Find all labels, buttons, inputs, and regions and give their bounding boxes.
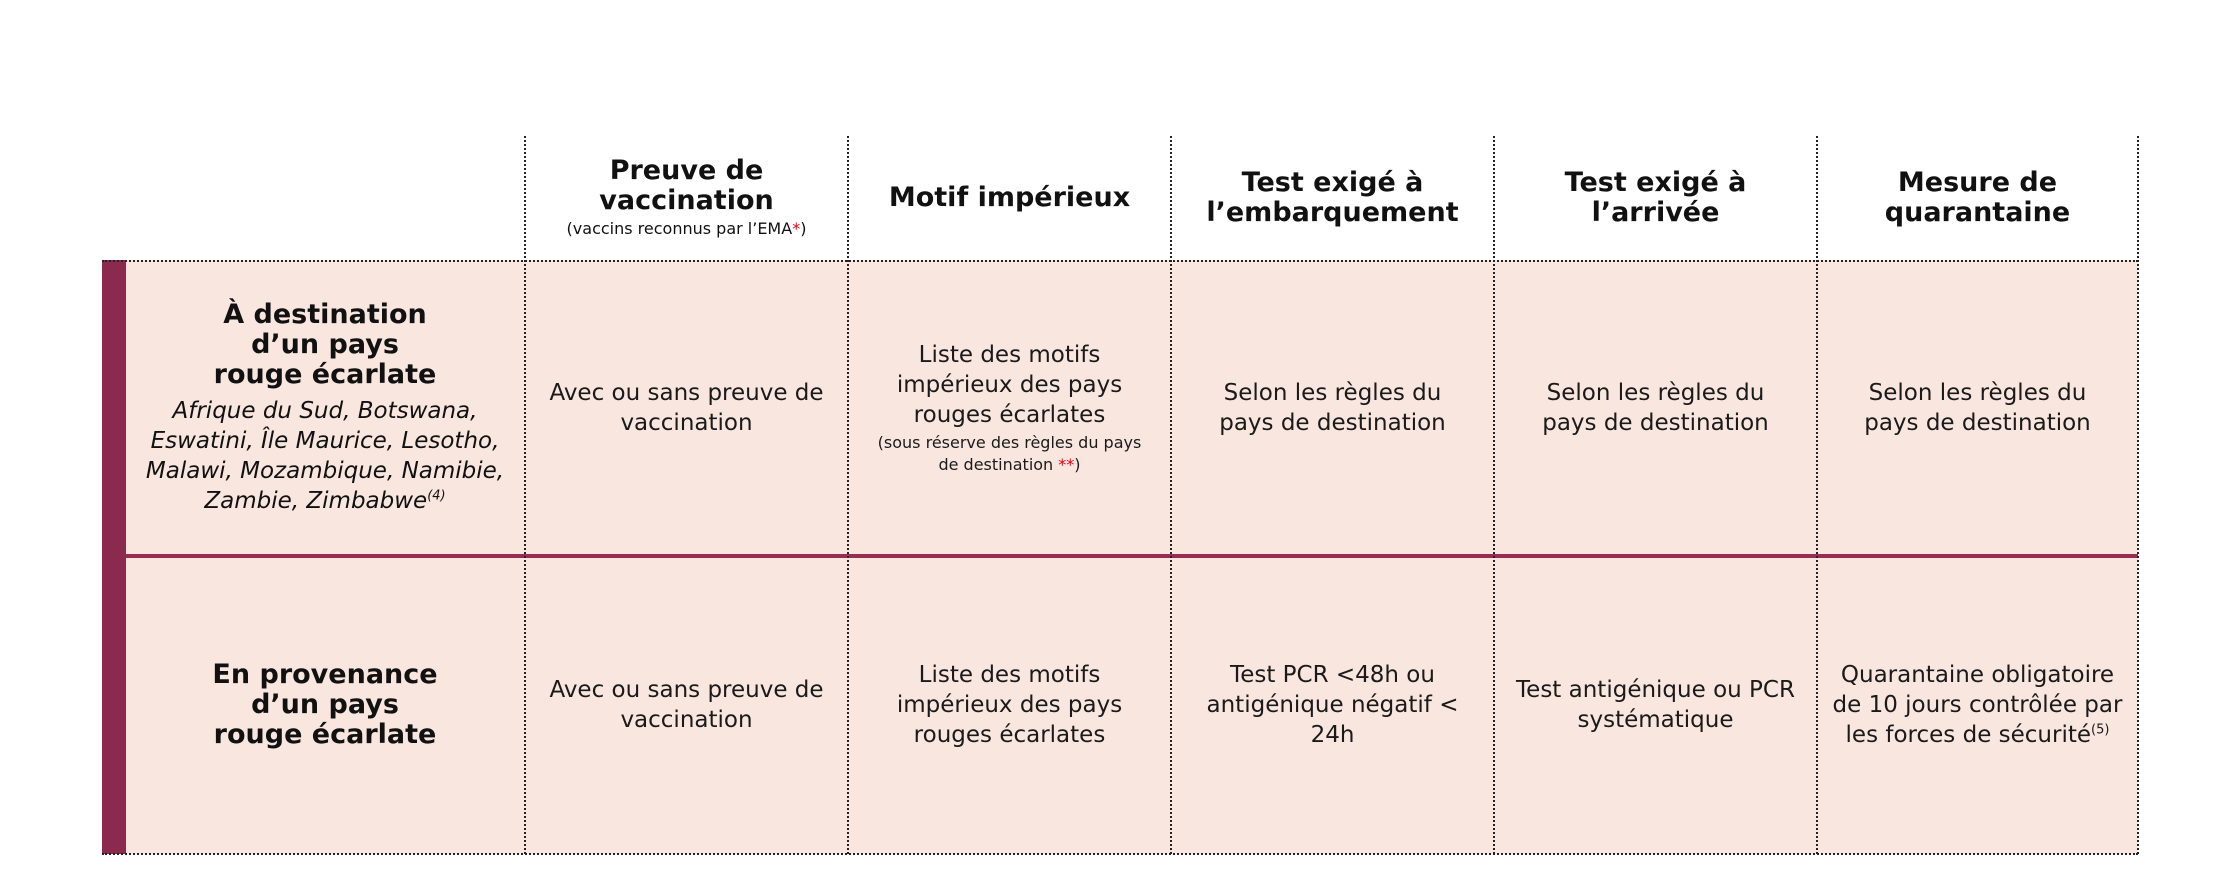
footnote-marker: (5) — [2091, 722, 2110, 738]
cell-text: Test antigénique ou PCR systématique — [1516, 677, 1795, 733]
header-motif-imperieux — [849, 136, 1170, 260]
cell-note — [870, 432, 1150, 476]
asterisk-mark: ** — [1058, 455, 1075, 474]
column-divider — [2137, 136, 2139, 854]
cell-text: Selon les règles du pays de destination — [1864, 380, 2091, 436]
country-list — [135, 396, 515, 516]
cell-test-arrivee — [1495, 558, 1816, 852]
cell-quarantaine — [1818, 558, 2137, 852]
cell-test-embarquement — [1172, 558, 1493, 852]
travel-rules-table — [102, 136, 2138, 854]
header-mesure-quarantaine — [1818, 136, 2137, 260]
header-title: Test exigé à l’arrivée — [1564, 167, 1747, 228]
header-title: Preuve de vaccination — [599, 155, 774, 216]
header-subtitle-text: (vaccins reconnus par l’EMA — [566, 219, 793, 238]
cell-text — [1833, 660, 2123, 750]
header-preuve-vaccination — [526, 136, 847, 260]
row-accent-bar — [102, 260, 126, 854]
cell-quarantaine — [1818, 262, 2137, 554]
header-subtitle — [567, 218, 807, 240]
cell-text-content: Quarantaine obligatoire de 10 jours contrôlée par les forces de sécurité — [1832, 662, 2123, 748]
cell-text: Liste des motifs impérieux des pays rouges écarlates — [896, 662, 1123, 748]
cell-motif — [849, 558, 1170, 852]
header-title: Test exigé à l’embarquement — [1206, 167, 1459, 228]
header-subtitle-close: ) — [800, 219, 807, 238]
row-label-provenance — [126, 558, 524, 852]
header-test-arrivee — [1495, 136, 1816, 260]
cell-test-embarquement — [1172, 262, 1493, 554]
header-test-embarquement — [1172, 136, 1493, 260]
cell-text: Test PCR <48h ou antigénique négatif < 24h — [1206, 662, 1459, 748]
footnote-marker: (4) — [427, 488, 446, 504]
cell-note-close: ) — [1074, 455, 1081, 474]
table-bottom-border — [102, 853, 2138, 855]
cell-vaccination — [526, 558, 847, 852]
row-title: En provenance d’un pays rouge écarlate — [212, 659, 438, 750]
row-label-destination — [126, 262, 524, 554]
cell-vaccination — [526, 262, 847, 554]
cell-text: Selon les règles du pays de destination — [1219, 380, 1446, 436]
header-title: Motif impérieux — [888, 182, 1131, 213]
cell-motif — [849, 262, 1170, 554]
row-title: À destination d’un pays rouge écarlate — [213, 299, 437, 390]
header-title: Mesure de quarantaine — [1884, 167, 2071, 228]
cell-note-text: (sous réserve des règles du pays de destination — [877, 433, 1142, 474]
asterisk-mark: * — [792, 219, 801, 238]
cell-text: Avec ou sans preuve de vaccination — [549, 380, 824, 436]
cell-text: Liste des motifs impérieux des pays rouges écarlates — [896, 342, 1123, 428]
cell-text: Selon les règles du pays de destination — [1542, 380, 1769, 436]
cell-test-arrivee — [1495, 262, 1816, 554]
country-list-text: Afrique du Sud, Botswana, Eswatini, Île Maurice, Lesotho, Malawi, Mozambique, Namibie, Zambie, Zimbabwe — [145, 398, 505, 514]
cell-text: Avec ou sans preuve de vaccination — [549, 677, 824, 733]
